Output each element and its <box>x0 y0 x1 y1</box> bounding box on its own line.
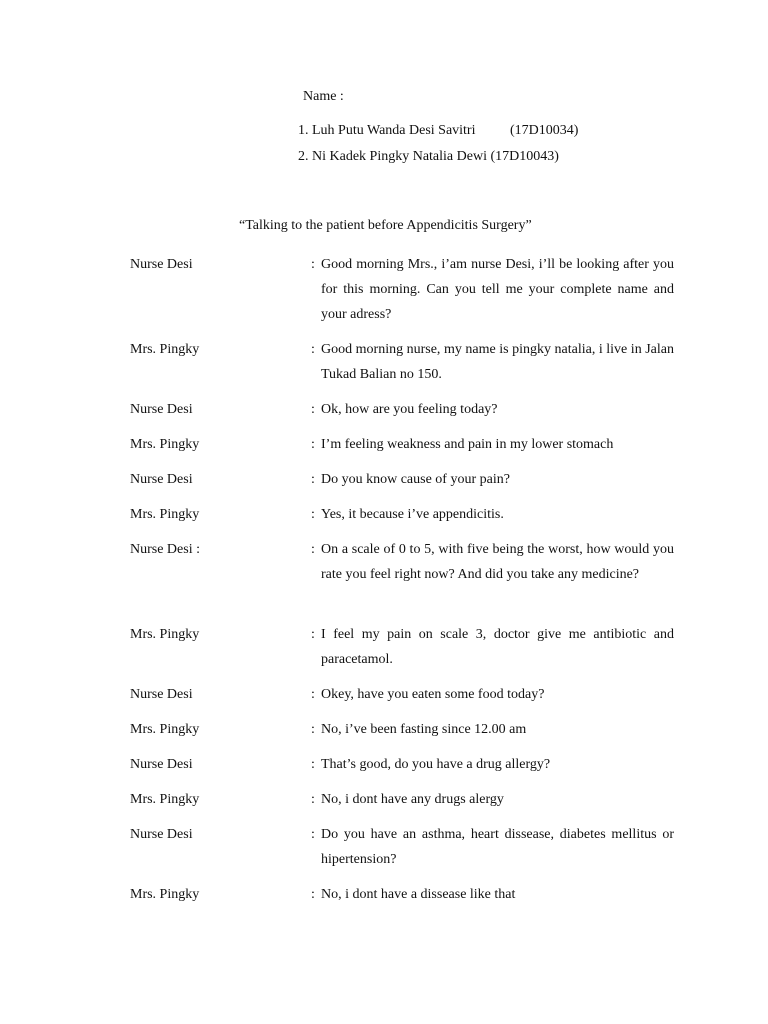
speaker-name: Nurse Desi <box>130 472 193 487</box>
name-label: Name : <box>303 89 344 104</box>
member-2 <box>298 148 559 166</box>
speaker-colon: : <box>311 342 315 357</box>
speaker-colon: : <box>311 687 315 702</box>
speaker-colon: : <box>311 507 315 522</box>
speech-text: I feel my pain on scale 3, doctor give me antibiotic and paracetamol. <box>321 627 674 667</box>
speaker-colon: : <box>311 792 315 807</box>
speaker-name: Mrs. Pingky <box>130 507 200 522</box>
speaker-name: Nurse Desi <box>130 757 193 772</box>
member-1 <box>298 122 579 140</box>
speech-text: Ok, how are you feeling today? <box>321 402 498 417</box>
speech-text: Good morning Mrs., i’am nurse Desi, i’ll be looking after you for this morning. Can you tell me your complete name and your adress? <box>321 257 674 322</box>
speech-text: Okey, have you eaten some food today? <box>321 687 545 702</box>
speech-text: No, i dont have a dissease like that <box>321 887 516 902</box>
speech-text: Yes, it because i’ve appendicitis. <box>321 507 504 522</box>
dialogue-title: “Talking to the patient before Appendicitis Surgery” <box>239 218 532 233</box>
speaker-name: Mrs. Pingky <box>130 342 200 357</box>
speaker-name: Mrs. Pingky <box>130 722 200 737</box>
speaker-colon: : <box>311 402 315 417</box>
speaker-name: Mrs. Pingky <box>130 887 200 902</box>
speaker-colon: : <box>311 257 315 272</box>
speaker-name: Nurse Desi <box>130 687 193 702</box>
speaker-name: Nurse Desi <box>130 402 193 417</box>
speaker-colon: : <box>311 757 315 772</box>
speaker-name: Mrs. Pingky <box>130 437 200 452</box>
member-1-id: (17D10034) <box>510 123 579 138</box>
speech-text: Do you have an asthma, heart dissease, diabetes mellitus or hipertension? <box>321 827 674 867</box>
speech-text: No, i dont have any drugs alergy <box>321 792 504 807</box>
member-1-name: 1. Luh Putu Wanda Desi Savitri <box>298 123 476 138</box>
speech-text: That’s good, do you have a drug allergy? <box>321 757 551 772</box>
speech-text: I’m feeling weakness and pain in my lower stomach <box>321 437 614 452</box>
member-2-id: (17D10043) <box>490 149 559 164</box>
speaker-colon: : <box>311 887 315 902</box>
speaker-colon: : <box>311 827 315 842</box>
speaker-name: Nurse Desi <box>130 827 193 842</box>
speaker-colon: : <box>311 627 315 642</box>
speaker-colon: : <box>311 722 315 737</box>
speech-text: On a scale of 0 to 5, with five being the worst, how would you rate you feel right now? And did you take any medicine? <box>321 542 674 582</box>
speaker-colon: : <box>311 542 315 557</box>
speaker-name: Nurse Desi : <box>130 542 200 557</box>
speech-text: Good morning nurse, my name is pingky natalia, i live in Jalan Tukad Balian no 150. <box>321 342 674 382</box>
speaker-colon: : <box>311 472 315 487</box>
speaker-name: Nurse Desi <box>130 257 193 272</box>
speaker-name: Mrs. Pingky <box>130 792 200 807</box>
speaker-name: Mrs. Pingky <box>130 627 200 642</box>
speaker-colon: : <box>311 437 315 452</box>
speech-text: No, i’ve been fasting since 12.00 am <box>321 722 527 737</box>
member-2-name: 2. Ni Kadek Pingky Natalia Dewi <box>298 149 487 164</box>
speech-text: Do you know cause of your pain? <box>321 472 510 487</box>
